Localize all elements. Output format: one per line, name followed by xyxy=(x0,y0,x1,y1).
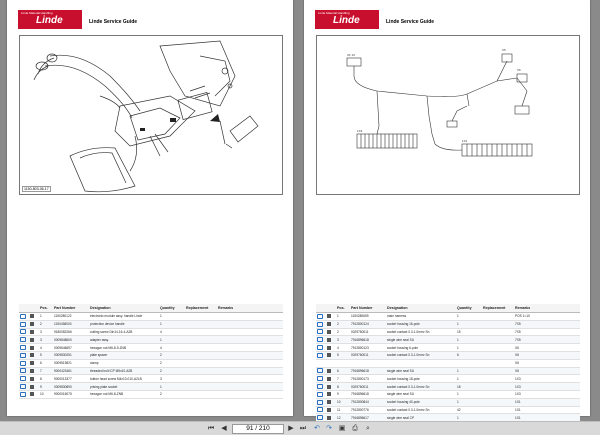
info-icon[interactable] xyxy=(327,346,331,350)
info-icon[interactable] xyxy=(327,392,331,396)
col-header xyxy=(326,304,336,313)
info-icon[interactable] xyxy=(327,416,331,420)
cart-icon[interactable] xyxy=(20,376,26,381)
cart-icon[interactable] xyxy=(20,337,26,342)
harness-schematic-illustration xyxy=(317,36,580,195)
page-right xyxy=(304,0,590,420)
cart-icon[interactable] xyxy=(317,337,323,342)
info-icon[interactable] xyxy=(327,408,331,412)
info-icon[interactable] xyxy=(30,346,34,350)
table-row: 7 7912800173 socket housing 18-pole 1 1X3 xyxy=(316,375,580,383)
cart-icon[interactable] xyxy=(20,345,26,350)
forward-icon[interactable]: ↷ xyxy=(326,425,332,432)
info-icon[interactable] xyxy=(327,322,331,326)
wiring-harness-drawing xyxy=(316,35,580,195)
table-row: 11 7912800776 socket contact 0.3-1.0mm² Sn 42 1X1 xyxy=(316,406,580,414)
first-page-icon[interactable]: ⏮ xyxy=(207,425,215,432)
table-row: 4 7912800123 socket housing 6-pole 1 X6 xyxy=(316,344,580,352)
cart-icon[interactable] xyxy=(317,400,323,405)
page-left xyxy=(7,0,293,416)
table-row: 2 0029760011 socket contact 0.3-1.0mm² Sn 15 7X5 xyxy=(316,328,580,336)
cart-icon[interactable] xyxy=(20,353,26,358)
cart-icon[interactable] xyxy=(20,314,26,319)
table-row: 2 1150438000 protection device handle 1 xyxy=(19,320,283,328)
prev-page-icon[interactable]: ◀ xyxy=(221,425,227,432)
table-row: 2 7912800124 socket housing 16-pole 1 7X5 xyxy=(316,320,580,328)
page-title: Linde Service Guide xyxy=(89,19,138,25)
cart-icon[interactable] xyxy=(317,415,323,420)
fit-page-icon[interactable]: ▣ xyxy=(338,425,346,432)
table-row: 3 7916896618 single wire seal SU 1 7X5 xyxy=(316,336,580,344)
table-row: X6 xyxy=(316,359,580,367)
cart-icon[interactable] xyxy=(20,392,26,397)
col-header-replacement: Replacement xyxy=(185,304,217,313)
info-icon[interactable] xyxy=(327,377,331,381)
linde-logo xyxy=(18,10,82,29)
col-header-quantity: Quantity xyxy=(159,304,185,313)
logo-tagline: Linde Material Handling xyxy=(318,11,350,15)
viewer-toolbar xyxy=(0,421,600,435)
logo-brand: Linde xyxy=(333,15,360,26)
table-row: 6 0009519821 clamp 2 xyxy=(19,359,283,367)
cart-icon[interactable] xyxy=(20,329,26,334)
table-row: 1 1150280659 main harness 1 POS 1=10 xyxy=(316,313,580,321)
print-icon[interactable]: ⎙ xyxy=(352,425,358,432)
last-page-icon[interactable]: ⏭ xyxy=(299,425,307,432)
table-row: 5 0029760011 socket contact 0.3-1.0mm² Sn 6 X6 xyxy=(316,351,580,359)
info-icon[interactable] xyxy=(327,385,331,389)
col-header xyxy=(29,304,39,313)
info-icon[interactable] xyxy=(30,392,34,396)
table-row: 8 0029760011 socket contact 0.3-1.0mm² Sn 18 1X3 xyxy=(316,383,580,391)
cart-icon[interactable] xyxy=(317,384,323,389)
table-row: 8 9000013377 button head screw M4x10-010-A2LB 3 xyxy=(19,375,283,383)
cart-icon[interactable] xyxy=(317,353,323,358)
table-row: 9 7916896618 single wire seal SU 1 1X3 xyxy=(316,390,580,398)
info-icon[interactable] xyxy=(327,369,331,373)
info-icon[interactable] xyxy=(30,322,34,326)
info-icon[interactable] xyxy=(327,314,331,318)
col-header-pos: Pos. xyxy=(336,304,350,313)
cart-icon[interactable] xyxy=(317,368,323,373)
handle-assembly-illustration xyxy=(20,36,283,195)
table-row: 10 7912800844 socket housing 40-pole 1 1X1 xyxy=(316,398,580,406)
info-icon[interactable] xyxy=(327,338,331,342)
info-icon[interactable] xyxy=(30,338,34,342)
connector-label: X5 xyxy=(502,48,506,52)
connector-label: 3X 1X xyxy=(347,53,356,57)
table-header-row xyxy=(316,304,580,313)
info-icon[interactable] xyxy=(30,353,34,357)
col-header-quantity: Quantity xyxy=(456,304,482,313)
table-row: 5 0009830251 plate spacer 2 xyxy=(19,351,283,359)
cart-icon[interactable] xyxy=(317,392,323,397)
parts-table xyxy=(19,304,283,399)
cart-icon[interactable] xyxy=(20,368,26,373)
connector-label: 1X3 xyxy=(357,129,363,133)
table-row: 4 0009646697 hexagon nut M6-8-9-ZNB 4 xyxy=(19,344,283,352)
table-row: 3 0009848600 adapter assy. 1 xyxy=(19,336,283,344)
back-icon[interactable]: ↶ xyxy=(314,425,320,432)
connector-label: X6 xyxy=(517,68,521,72)
cart-icon[interactable] xyxy=(317,407,323,412)
col-header xyxy=(316,304,326,313)
linde-logo xyxy=(315,10,379,29)
table-row: 1 1150280122 electronic module assy. handle Linde 1 xyxy=(19,313,283,321)
parts-table xyxy=(316,304,580,422)
col-header-designation: Designation xyxy=(89,304,159,313)
next-page-icon[interactable]: ▶ xyxy=(288,425,294,432)
cart-icon[interactable] xyxy=(20,361,26,366)
col-header-remarks: Remarks xyxy=(514,304,580,313)
info-icon[interactable] xyxy=(30,369,34,373)
page-title: Linde Service Guide xyxy=(386,19,435,25)
cart-icon[interactable] xyxy=(20,322,26,327)
cart-icon[interactable] xyxy=(20,384,26,389)
logo-tagline: Linde Material Handling xyxy=(21,11,53,15)
col-header-remarks: Remarks xyxy=(217,304,283,313)
info-icon[interactable] xyxy=(30,361,34,365)
table-header-row xyxy=(19,304,283,313)
col-header-replacement: Replacement xyxy=(482,304,514,313)
cart-icon[interactable] xyxy=(317,314,323,319)
info-icon[interactable] xyxy=(30,330,34,334)
table-row: 9 0009830890 prising plate socket 1 xyxy=(19,383,283,391)
col-header-pos: Pos. xyxy=(39,304,53,313)
info-icon[interactable] xyxy=(30,314,34,318)
info-icon[interactable] xyxy=(30,385,34,389)
page-number-input[interactable]: 91 / 210 xyxy=(232,424,284,434)
table-row: 3 9180082266 cutting screw Din14-16-4-A2B 4 xyxy=(19,328,283,336)
zoom-icon[interactable]: ⌕ xyxy=(366,425,370,432)
info-icon[interactable] xyxy=(327,353,331,357)
connector-label: 1X1 xyxy=(462,139,468,143)
col-header-designation: Designation xyxy=(386,304,456,313)
info-icon[interactable] xyxy=(327,330,331,334)
cart-icon[interactable] xyxy=(317,345,323,350)
col-header-part-number: Part Number xyxy=(53,304,89,313)
table-row: 10 9000016075 hexagon nut M6-8-ZNB 2 xyxy=(19,390,283,398)
cart-icon[interactable] xyxy=(317,376,323,381)
table-row: 7 9000423461 threaded bolt ICP M5x10-A2B 2 xyxy=(19,367,283,375)
cart-icon[interactable] xyxy=(317,322,323,327)
info-icon[interactable] xyxy=(327,400,331,404)
col-header xyxy=(19,304,29,313)
info-icon[interactable] xyxy=(30,377,34,381)
table-row: 12 7916896617 single wire seal CP 1 1X1 xyxy=(316,414,580,422)
table-row: 6 7916896618 single wire seal SU 1 X6 xyxy=(316,367,580,375)
logo-brand: Linde xyxy=(36,15,63,26)
drawing-reference-code: 1150-803-06-17 xyxy=(24,187,49,191)
cart-icon[interactable] xyxy=(317,329,323,334)
exploded-parts-drawing xyxy=(19,35,283,195)
col-header-part-number: Part Number xyxy=(350,304,386,313)
